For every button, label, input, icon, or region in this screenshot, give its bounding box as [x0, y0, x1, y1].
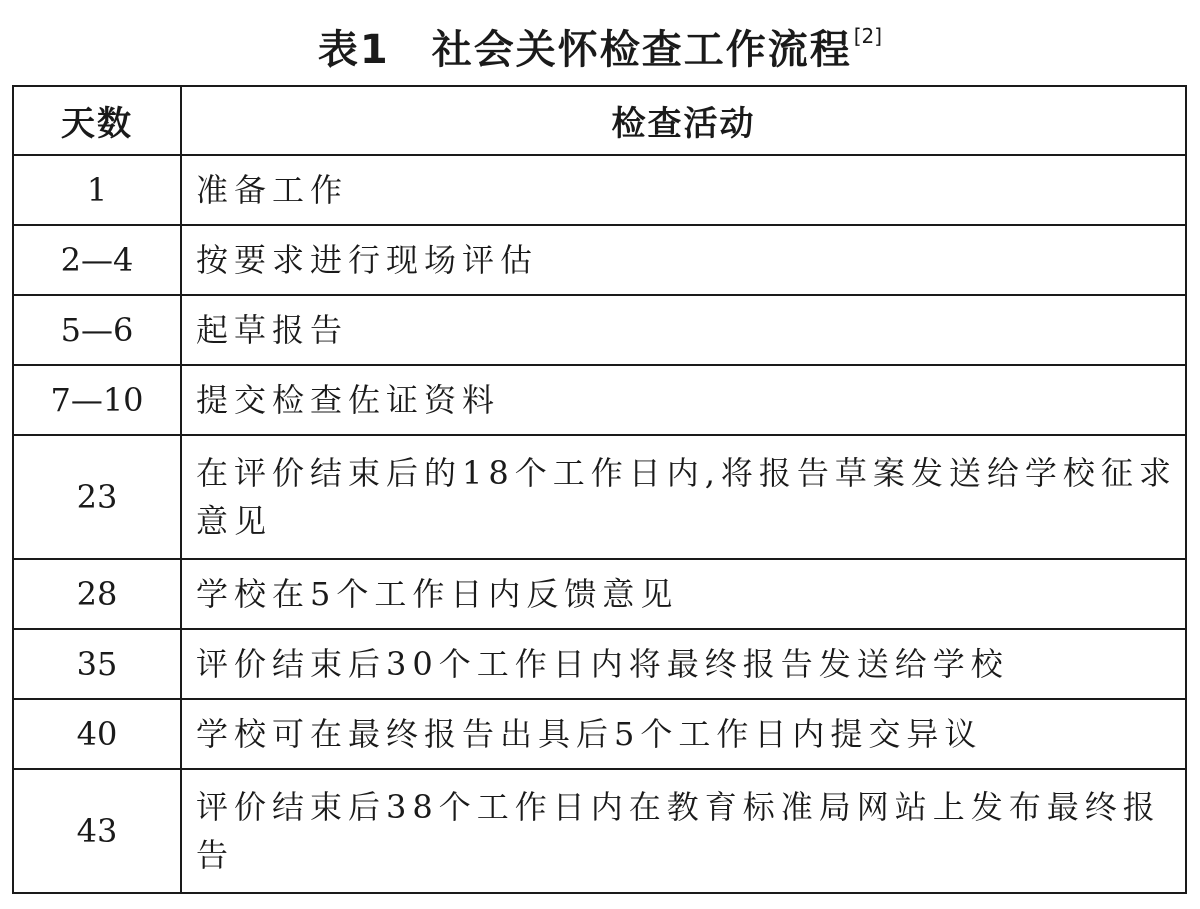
- cell-activity: 提交检查佐证资料: [181, 365, 1186, 435]
- header-days: 天数: [13, 86, 181, 155]
- cell-activity: 准备工作: [181, 155, 1186, 225]
- header-activity: 检查活动: [181, 86, 1186, 155]
- table-title-text: 表1 社会关怀检查工作流程: [317, 27, 852, 73]
- cell-days: 23: [13, 435, 181, 559]
- cell-days: 40: [13, 699, 181, 769]
- inspection-workflow-table: [12, 85, 1187, 894]
- cell-activity: 学校可在最终报告出具后5个工作日内提交异议: [181, 699, 1186, 769]
- cell-activity: 在评价结束后的18个工作日内,将报告草案发送给学校征求意见: [181, 435, 1186, 559]
- cell-days: 5—6: [13, 295, 181, 365]
- table-row: [13, 629, 1186, 699]
- cell-days: 43: [13, 769, 181, 893]
- table-row: [13, 559, 1186, 629]
- cell-days: 1: [13, 155, 181, 225]
- cell-days: 7—10: [13, 365, 181, 435]
- table-row: [13, 225, 1186, 295]
- cell-activity: 评价结束后38个工作日内在教育标准局网站上发布最终报告: [181, 769, 1186, 893]
- cell-activity: 学校在5个工作日内反馈意见: [181, 559, 1186, 629]
- cell-activity: 起草报告: [181, 295, 1186, 365]
- table-title: [0, 6, 1200, 73]
- cell-days: 28: [13, 559, 181, 629]
- table-row: [13, 699, 1186, 769]
- table-row: [13, 365, 1186, 435]
- table-row: [13, 769, 1186, 893]
- table-header-row: [13, 86, 1186, 155]
- cell-days: 35: [13, 629, 181, 699]
- cell-days: 2—4: [13, 225, 181, 295]
- citation-reference: [2]: [853, 24, 883, 48]
- table-row: [13, 155, 1186, 225]
- cell-activity: 评价结束后30个工作日内将最终报告发送给学校: [181, 629, 1186, 699]
- cell-activity: 按要求进行现场评估: [181, 225, 1186, 295]
- table-row: [13, 435, 1186, 559]
- table-row: [13, 295, 1186, 365]
